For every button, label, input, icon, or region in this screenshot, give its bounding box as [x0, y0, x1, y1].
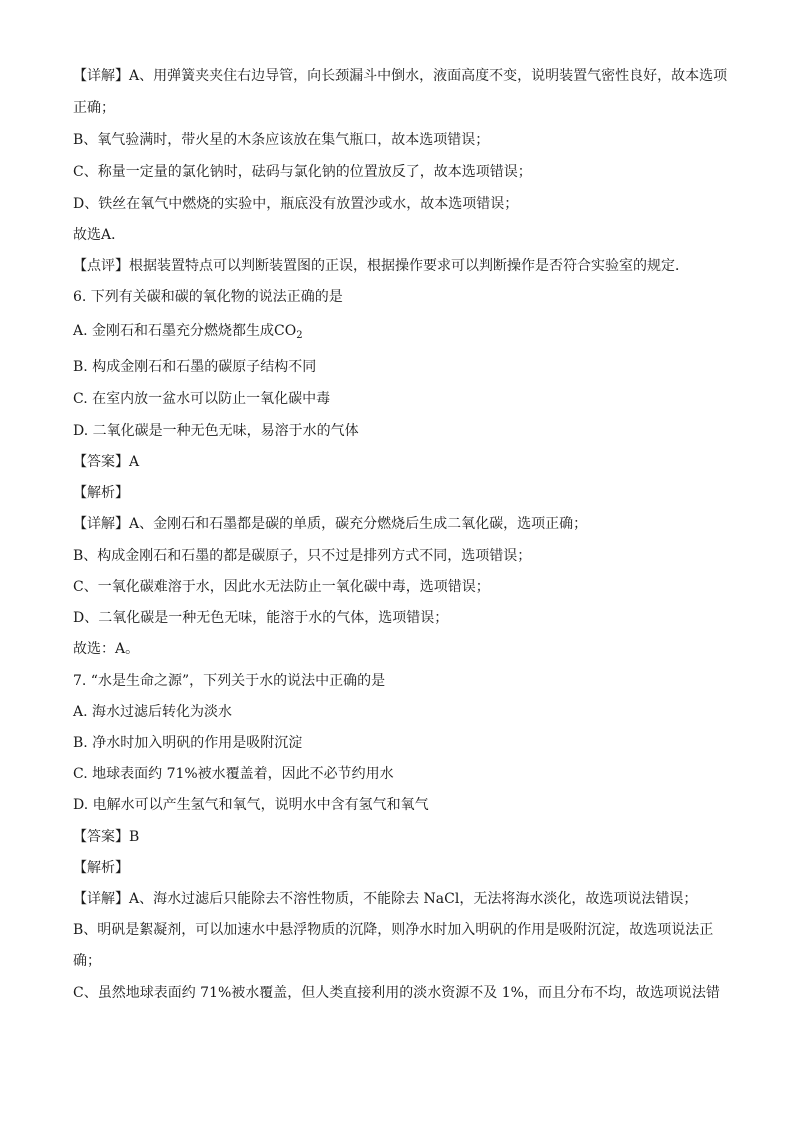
question-7-option-d: D. 电解水可以产生氢气和氧气，说明水中含有氢气和氧气 — [73, 797, 429, 813]
text-line: 故选：A。 — [73, 641, 140, 657]
text-line: 【详解】A、用弹簧夹夹住右边导管，向长颈漏斗中倒水，液面高度不变，说明装置气密性良好，故本选项 — [73, 68, 728, 84]
text-line: B、构成金刚石和石墨的都是碳原子，只不过是排列方式不同，选项错误； — [73, 548, 532, 564]
text-line: B、明矾是絮凝剂，可以加速水中悬浮物质的沉降，则净水时加入明矾的作用是吸附沉淀，故选项说法正 — [73, 922, 714, 938]
option-text: A. 金刚石和石墨充分燃烧都生成 — [73, 323, 275, 339]
text-line: 确； — [73, 953, 101, 969]
co2-formula: $CO_2$ — [274, 323, 303, 341]
question-7-option-c: C. 地球表面约 71%被水覆盖着，因此不必节约用水 — [73, 766, 394, 782]
question-6-option-b: B. 构成金刚石和石墨的碳原子结构不同 — [73, 359, 317, 375]
answer-label: 【答案】A — [73, 454, 140, 470]
text-line: 故选A． — [73, 227, 126, 243]
text-line: 【点评】根据装置特点可以判断装置图的正误，根据操作要求可以判断操作是否符合实验室的规定． — [73, 258, 689, 274]
question-7-option-b: B. 净水时加入明矾的作用是吸附沉淀 — [73, 735, 303, 751]
analysis-label: 【解析】 — [73, 860, 129, 876]
text-line: C、一氧化碳难溶于水，因此水无法防止一氧化碳中毒，选项错误； — [73, 579, 490, 595]
question-6-option-d: D. 二氧化碳是一种无色无味，易溶于水的气体 — [73, 423, 359, 439]
text-line: 【详解】A、金刚石和石墨都是碳的单质，碳充分燃烧后生成二氧化碳，选项正确； — [73, 516, 588, 532]
text-line: D、二氧化碳是一种无色无味，能溶于水的气体，选项错误； — [73, 610, 449, 626]
question-6-option-a — [73, 321, 733, 346]
answer-label: 【答案】B — [73, 829, 140, 845]
question-7-option-a: A. 海水过滤后转化为淡水 — [73, 704, 233, 720]
question-6-option-c: C. 在室内放一盆水可以防止一氧化碳中毒 — [73, 391, 331, 407]
analysis-label: 【解析】 — [73, 485, 129, 501]
text-line: D、铁丝在氧气中燃烧的实验中，瓶底没有放置沙或水，故本选项错误； — [73, 196, 519, 212]
text-line: 正确； — [73, 100, 115, 116]
text-line: C、称量一定量的氯化钠时，砝码与氯化钠的位置放反了，故本选项错误； — [73, 164, 532, 180]
text-line: C、虽然地球表面约 71%被水覆盖，但人类直接利用的淡水资源不及 1%，而且分布不均，故选项说法错 — [73, 985, 720, 1001]
question-6-stem: 6. 下列有关碳和碳的氧化物的说法正确的是 — [73, 289, 343, 305]
text-line: B、氧气验满时，带火星的木条应该放在集气瓶口，故本选项错误； — [73, 132, 490, 148]
question-7-stem: 7. “水是生命之源”，下列关于水的说法中正确的是 — [73, 673, 386, 689]
text-line: 【详解】A、海水过滤后只能除去不溶性物质，不能除去 NaCl，无法将海水淡化，故选项说法错误； — [73, 891, 698, 907]
